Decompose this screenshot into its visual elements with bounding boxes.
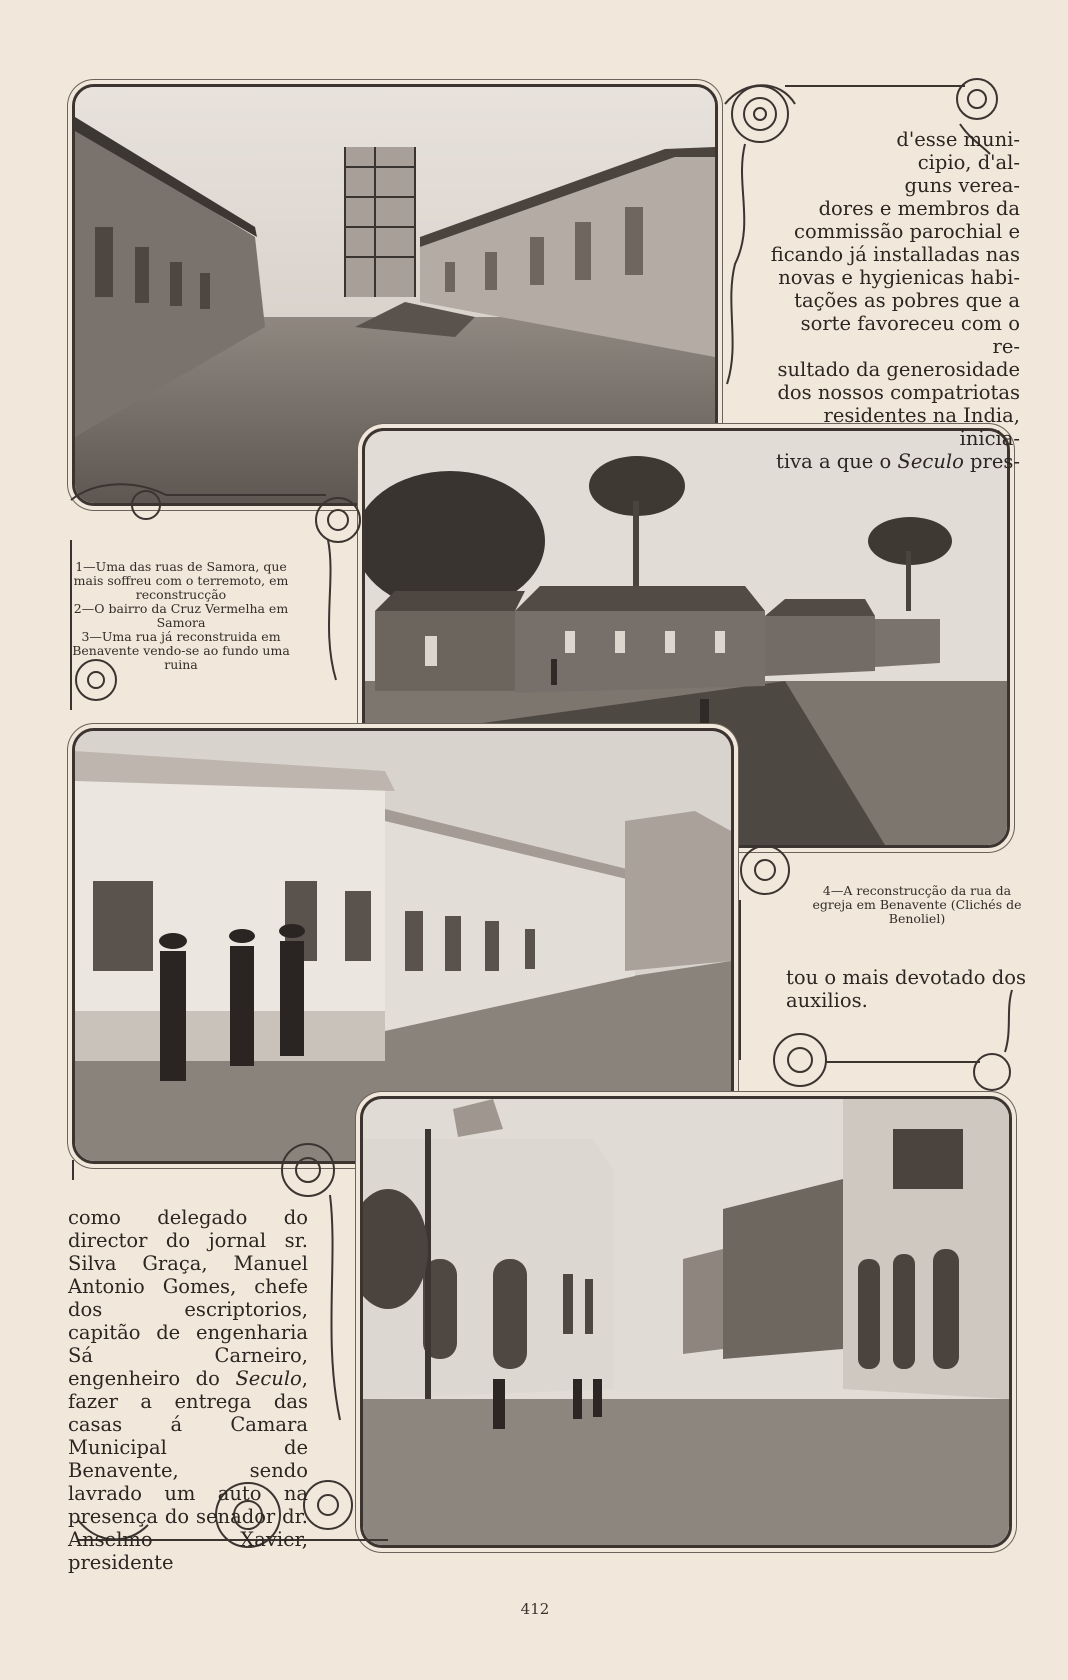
photo-benavente-church-street bbox=[360, 1096, 1012, 1548]
caption-photo-4: 4—A reconstrucção da rua da egreja em Benavente (Clichés de Benoliel) bbox=[812, 883, 1022, 926]
text-line: sorte favoreceu com o re- bbox=[800, 312, 1020, 358]
article-text-middle: tou o mais devotado dos auxilios. bbox=[786, 966, 1026, 1012]
text-line: sultado da generosidade bbox=[777, 358, 1020, 381]
text-fragment: tiva a que o bbox=[776, 450, 898, 473]
page-number: 412 bbox=[520, 1600, 550, 1618]
text-line: commissão parochial e bbox=[794, 220, 1020, 243]
caption-item: 2—O bairro da Cruz Vermelha em Samora bbox=[73, 601, 289, 630]
text-line: ficando já installadas nas bbox=[770, 243, 1020, 266]
text-line-last bbox=[770, 450, 1020, 473]
text-line: tações as pobres que a bbox=[794, 289, 1020, 312]
article-text-bottom-left bbox=[68, 1206, 308, 1574]
text-line: novas e hygienicas habi- bbox=[778, 266, 1020, 289]
text-fragment: , fazer a entrega das casas á Camara Municipal de Benavente, sendo lavrado um auto na presença do senador dr. Anselmo Xavier, presidente bbox=[68, 1367, 308, 1574]
text-fragment: como delegado do director do jornal sr. Silva Graça, Manuel Antonio Gomes, chefe dos escriptorios, capitão de engenharia Sá Carneiro, engenheiro do bbox=[68, 1206, 308, 1390]
caption-photos-1-3 bbox=[70, 560, 292, 672]
newspaper-name: Seculo bbox=[897, 450, 964, 473]
caption-item: 3—Uma rua já reconstruida em Benavente vendo-se ao fundo uma ruina bbox=[72, 629, 290, 672]
text-line: guns verea- bbox=[904, 174, 1020, 197]
ornament-right-middle-icon bbox=[730, 820, 1020, 1100]
caption-item: 1—Uma das ruas de Samora, que mais soffreu com o terremoto, em reconstrucção bbox=[73, 559, 289, 602]
newspaper-name: Seculo bbox=[235, 1367, 302, 1390]
text-line: residentes na India, inicia- bbox=[823, 404, 1020, 450]
article-text-right-top bbox=[770, 128, 1020, 473]
text-line: dores e membros da bbox=[818, 197, 1020, 220]
text-fragment: pres- bbox=[963, 450, 1020, 473]
text-line: dos nossos compatriotas bbox=[777, 381, 1020, 404]
text-line: d'esse muni- bbox=[896, 128, 1020, 151]
text-line: cipio, d'al- bbox=[917, 151, 1020, 174]
